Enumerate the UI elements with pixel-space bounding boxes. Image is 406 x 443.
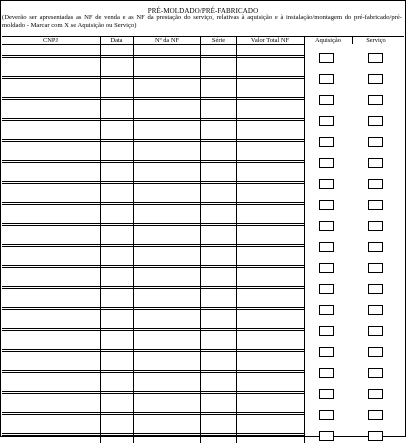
table-row-rule <box>2 183 304 184</box>
table-row-rule <box>2 181 304 182</box>
table-row-rule <box>2 309 304 310</box>
aquisicao-checkbox[interactable] <box>319 53 334 63</box>
column-divider <box>352 36 353 44</box>
column-divider <box>236 36 237 443</box>
table-row-rule <box>2 118 304 119</box>
aquisicao-checkbox[interactable] <box>319 137 334 147</box>
table-row-rule <box>2 223 304 224</box>
aquisicao-checkbox[interactable] <box>319 158 334 168</box>
table-row-rule <box>2 330 304 331</box>
servico-checkbox[interactable] <box>368 95 383 105</box>
form-instructions: (Deverão ser apresentadas as NF de venda e as NF da prestação do serviço, relativas à aquisição e à instalação/montagem do pré-fabricado/pré-moldado - Marcar com X se Aquisição ou Serviço) <box>2 14 402 30</box>
table-row-rule <box>2 391 304 392</box>
header-data: Data <box>110 37 123 44</box>
servico-checkbox[interactable] <box>368 347 383 357</box>
header-servico: Serviço <box>366 37 386 44</box>
table-row-rule <box>2 246 304 247</box>
table-row-rule <box>2 99 304 100</box>
servico-checkbox[interactable] <box>368 200 383 210</box>
table-row-rule <box>2 412 304 413</box>
servico-checkbox[interactable] <box>368 326 383 336</box>
header-cnpj: CNPJ <box>43 37 58 44</box>
table-row-rule <box>2 202 304 203</box>
table-row-rule <box>2 225 304 226</box>
servico-checkbox[interactable] <box>368 242 383 252</box>
table-row-rule <box>2 351 304 352</box>
aquisicao-checkbox[interactable] <box>319 242 334 252</box>
servico-checkbox[interactable] <box>368 116 383 126</box>
table-row-rule <box>2 370 304 371</box>
table-row-rule <box>2 162 304 163</box>
header-top-rule <box>2 36 404 37</box>
table-row-rule <box>2 265 304 266</box>
aquisicao-checkbox[interactable] <box>319 263 334 273</box>
aquisicao-checkbox[interactable] <box>319 95 334 105</box>
servico-checkbox[interactable] <box>368 53 383 63</box>
header-serie: Série <box>211 37 226 44</box>
aquisicao-checkbox[interactable] <box>319 200 334 210</box>
column-divider <box>304 36 305 443</box>
table-row-rule <box>2 349 304 350</box>
table-row-rule <box>2 435 304 436</box>
table-row-rule <box>2 414 304 415</box>
aquisicao-checkbox[interactable] <box>319 74 334 84</box>
table-row-rule <box>2 78 304 79</box>
table-row-rule <box>2 328 304 329</box>
table-row-rule <box>2 97 304 98</box>
table-row-rule <box>2 372 304 373</box>
servico-checkbox[interactable] <box>368 389 383 399</box>
column-divider <box>133 36 134 443</box>
table-row-rule <box>2 244 304 245</box>
table-row-rule <box>2 160 304 161</box>
header-nf: Nº da NF <box>155 37 179 44</box>
servico-checkbox[interactable] <box>368 305 383 315</box>
table-row-rule <box>2 267 304 268</box>
table-row-rule <box>2 393 304 394</box>
servico-checkbox[interactable] <box>368 263 383 273</box>
table-row-rule <box>2 307 304 308</box>
table-row-rule <box>2 57 304 58</box>
table-row-rule <box>2 55 304 56</box>
aquisicao-checkbox[interactable] <box>319 305 334 315</box>
servico-checkbox[interactable] <box>368 158 383 168</box>
table-row-rule <box>2 204 304 205</box>
form-title: PRÉ-MOLDADO/PRÉ-FABRICADO <box>147 7 259 15</box>
aquisicao-checkbox[interactable] <box>319 410 334 420</box>
table-row-rule <box>2 433 304 434</box>
servico-checkbox[interactable] <box>368 284 383 294</box>
servico-checkbox[interactable] <box>368 137 383 147</box>
aquisicao-checkbox[interactable] <box>319 431 334 441</box>
servico-checkbox[interactable] <box>368 431 383 441</box>
servico-checkbox[interactable] <box>368 179 383 189</box>
aquisicao-checkbox[interactable] <box>319 326 334 336</box>
servico-checkbox[interactable] <box>368 368 383 378</box>
aquisicao-checkbox[interactable] <box>319 221 334 231</box>
header-bottom-rule <box>2 44 304 45</box>
aquisicao-checkbox[interactable] <box>319 284 334 294</box>
servico-checkbox[interactable] <box>368 74 383 84</box>
table-row-rule <box>2 286 304 287</box>
column-divider <box>100 36 101 443</box>
header-aquisicao: Aquisição <box>315 37 341 44</box>
table-row-rule <box>2 76 304 77</box>
aquisicao-checkbox[interactable] <box>319 389 334 399</box>
table-row-rule <box>2 141 304 142</box>
aquisicao-checkbox[interactable] <box>319 368 334 378</box>
aquisicao-checkbox[interactable] <box>319 347 334 357</box>
servico-checkbox[interactable] <box>368 410 383 420</box>
table-row-rule <box>2 139 304 140</box>
servico-checkbox[interactable] <box>368 221 383 231</box>
table-row-rule <box>2 288 304 289</box>
aquisicao-checkbox[interactable] <box>319 116 334 126</box>
column-divider <box>200 36 201 443</box>
table-row-rule <box>2 120 304 121</box>
header-valor: Valor Total NF <box>250 37 290 44</box>
aquisicao-checkbox[interactable] <box>319 179 334 189</box>
